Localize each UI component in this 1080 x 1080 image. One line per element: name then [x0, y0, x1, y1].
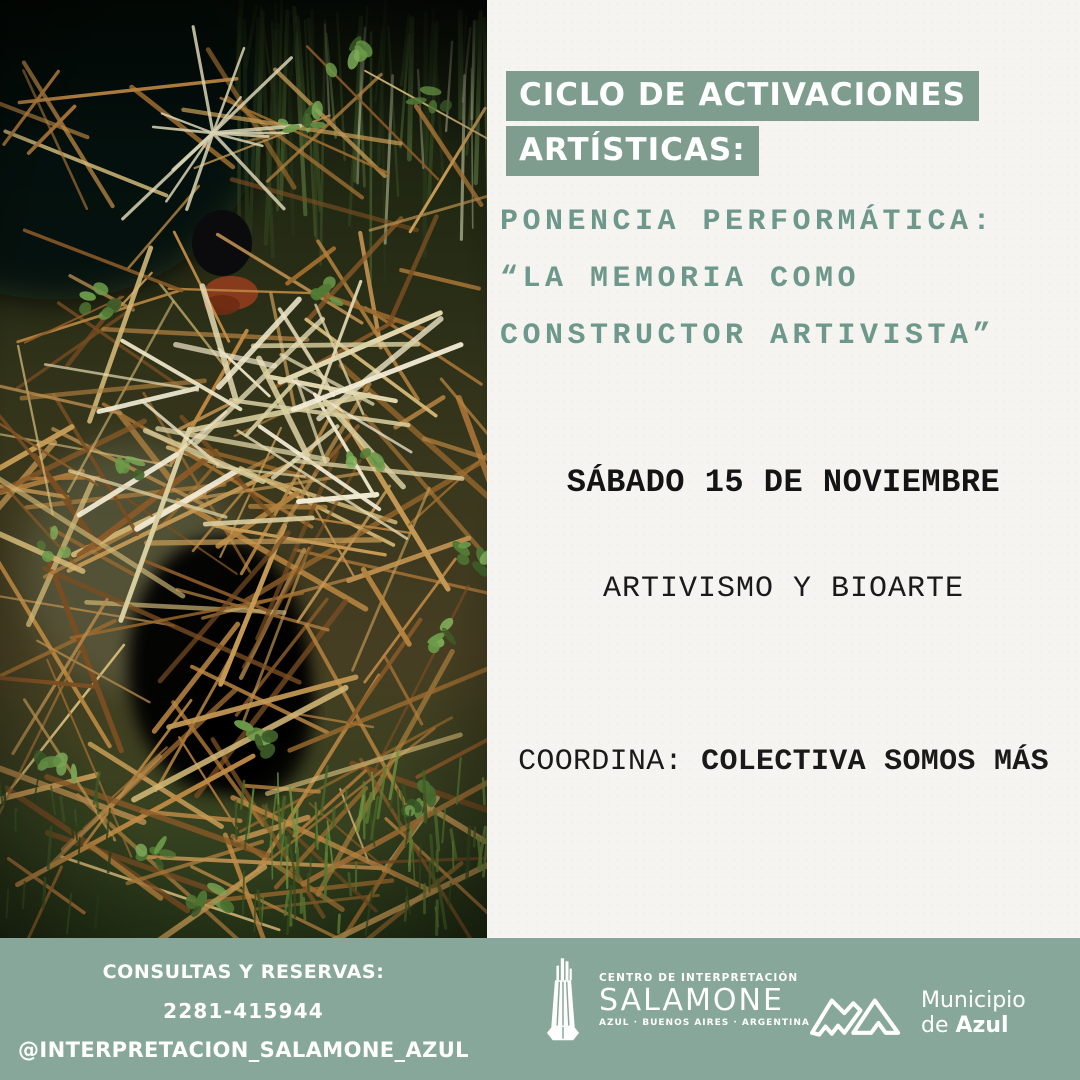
salamone-logo	[544, 952, 810, 1048]
salamone-text	[599, 972, 810, 1029]
subtitle-line1: PONENCIA PERFORMÁTICA:	[500, 205, 996, 239]
content-panel	[487, 0, 1080, 938]
municipio-mountains-icon	[806, 988, 906, 1040]
salamone-center-label: CENTRO DE INTERPRETACIÓN	[599, 971, 799, 984]
event-theme: ARTIVISMO Y BIOARTE	[602, 572, 965, 606]
coordinator-line	[487, 745, 1080, 779]
salamone-location: AZUL · BUENOS AIRES · ARGENTINA	[599, 1018, 810, 1029]
subtitle-line3: CONSTRUCTOR ARTIVISTA”	[500, 319, 996, 353]
subtitle	[500, 194, 995, 365]
headline-line2: ARTÍSTICAS:	[506, 126, 759, 176]
contact-phone: 2281-415944	[163, 998, 324, 1023]
municipio-line1: Municipio	[921, 988, 1026, 1014]
contact-block	[0, 938, 487, 1080]
headline	[506, 71, 979, 181]
event-date: SÁBADO 15 DE NOVIEMBRE	[566, 464, 1001, 501]
municipio-logo	[806, 988, 1026, 1040]
contact-title: CONSULTAS Y RESERVAS:	[102, 960, 385, 983]
coordinator-name: COLECTIVA SOMOS MÁS	[701, 745, 1049, 779]
coordinator-label: COORDINA:	[518, 745, 683, 779]
footer-bar	[0, 938, 1080, 1080]
instagram-handle: @INTERPRETACION_SALAMONE_AZUL	[18, 1037, 469, 1062]
nest-photo	[0, 0, 487, 938]
nest-photo-art	[0, 0, 487, 938]
salamone-name: SALAMONE	[599, 982, 784, 1018]
municipio-text	[921, 989, 1026, 1038]
subtitle-line2: “LA MEMORIA COMO	[500, 262, 861, 296]
headline-line1: CICLO DE ACTIVACIONES	[506, 71, 979, 121]
municipio-line2: de Azul	[921, 1013, 1009, 1038]
salamone-tower-icon	[544, 952, 582, 1048]
